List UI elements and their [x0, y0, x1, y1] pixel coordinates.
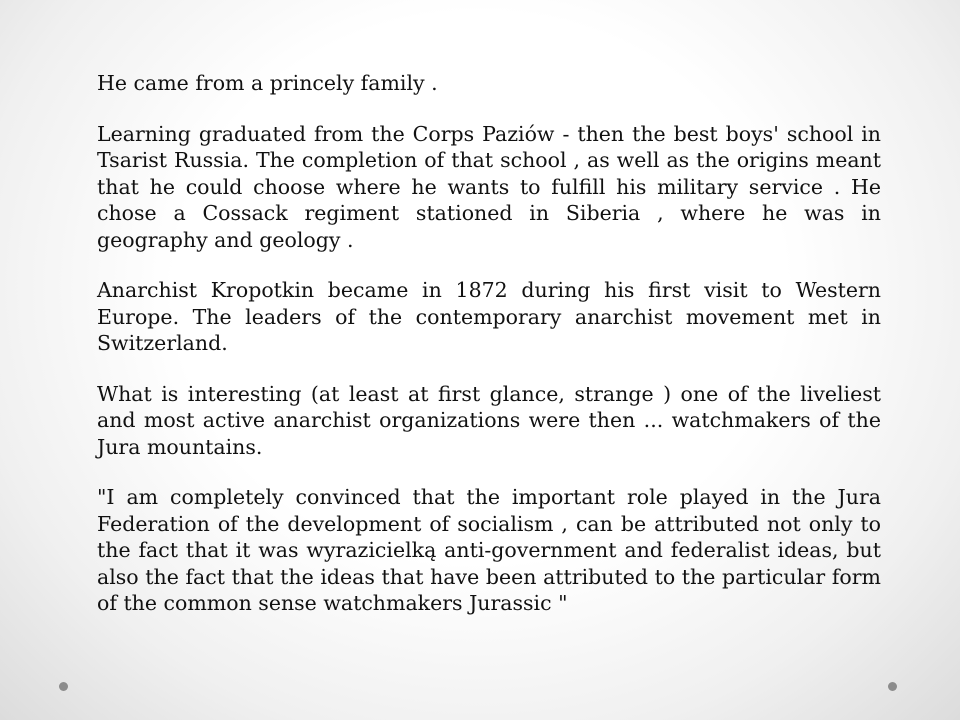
decorative-dot-left — [59, 682, 68, 691]
paragraph-education: Learning graduated from the Corps Paziów - then the best boys' school in Tsarist Russia. The completion of that school , as well as the origins meant that he could choose where he wants to fulfill his military service . He chose a Cossack regiment stationed in Siberia , where he was in geography and geology . — [97, 121, 881, 252]
paragraph-quote: "I am completely convinced that the important role played in the Jura Federation of the development of socialism , can be attributed not only to the fact that it was wyrazicielką anti-government and federalist ideas, but also the fact that the ideas that have been attributed to the particular form of the common sense watchmakers Jurassic " — [97, 485, 881, 615]
paragraph-watchmakers: What is interesting (at least at first glance, strange ) one of the liveliest and most active anarchist organizations were then ... watchmakers of the Jura mountains. — [97, 381, 881, 459]
paragraph-intro: He came from a princely family . — [97, 71, 438, 95]
slide-text-body — [97, 70, 881, 641]
decorative-dot-right — [888, 682, 897, 691]
paragraph-anarchist: Anarchist Kropotkin became in 1872 during his first visit to Western Europe. The leaders of the contemporary anarchist movement met in Switzerland. — [97, 278, 881, 355]
